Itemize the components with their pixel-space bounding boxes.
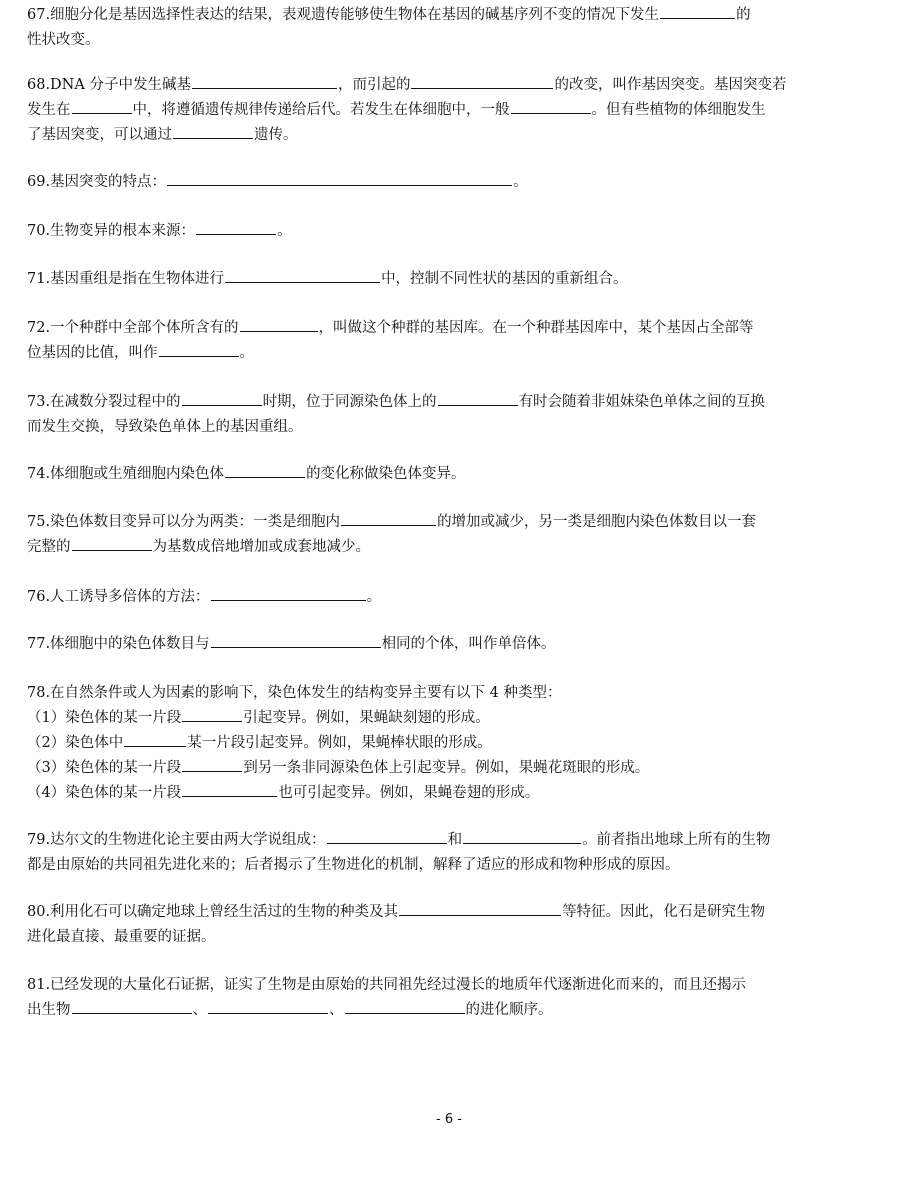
question-text: 、 [329,1002,344,1018]
question-line [27,3,877,28]
question-text: 77.体细胞中的染色体数目与 [27,636,210,652]
answer-blank[interactable] [399,901,561,916]
question-text: 的改变，叫作基因突变。基因突变若 [554,77,787,93]
page-number: - 6 - [436,1112,462,1127]
question-line [27,900,877,925]
answer-blank[interactable] [72,999,192,1014]
answer-blank[interactable] [345,999,465,1014]
answer-blank[interactable] [167,171,512,186]
question-text: 性状改变。 [27,32,100,48]
question-75 [27,510,877,560]
answer-blank[interactable] [72,99,132,114]
question-line [27,706,877,731]
answer-blank[interactable] [192,74,337,89]
question-79 [27,828,877,878]
question-line [27,853,877,878]
answer-blank[interactable] [173,124,253,139]
question-text: （1）染色体的某一片段 [27,710,182,726]
question-text: 遗传。 [254,127,298,143]
question-text: 进化最直接、最重要的证据。 [27,929,216,945]
question-text: 和 [447,832,463,848]
question-69 [27,170,877,195]
question-text: 的 [736,7,751,23]
answer-blank[interactable] [511,99,591,114]
question-78 [27,681,877,806]
question-line [27,267,877,292]
answer-blank[interactable] [182,782,277,797]
question-text: 而发生交换，导致染色单体上的基因重组。 [27,419,303,435]
question-text: 78.在自然条件或人为因素的影响下，染色体发生的结构变异主要有以下 4 种类型： [27,685,562,701]
question-line [27,756,877,781]
question-line [27,973,877,998]
question-text: 71.基因重组是指在生物体进行 [27,271,225,287]
question-line [27,316,877,341]
question-74 [27,462,877,487]
question-line [27,462,877,487]
answer-blank[interactable] [225,463,305,478]
question-71 [27,267,877,292]
question-text: 相同的个体，叫作单倍体。 [381,636,556,652]
question-text: 。 [366,589,382,605]
question-text: 80.利用化石可以确定地球上曾经生活过的生物的种类及其 [27,904,399,920]
question-text: 67.细胞分化是基因选择性表达的结果，表观遗传能够使生物体在基因的碱基序列不变的情况下发生 [27,7,660,23]
question-line [27,98,877,123]
question-text: 等特征。因此，化石是研究生物 [562,904,766,920]
question-line [27,170,877,195]
question-text: 。 [513,174,528,190]
answer-blank[interactable] [327,829,447,844]
question-70 [27,219,877,244]
question-line [27,781,877,806]
question-text: 75.染色体数目变异可以分为两类：一类是细胞内 [27,514,341,530]
question-text: 81.已经发现的大量化石证据，证实了生物是由原始的共同祖先经过漫长的地质年代逐渐进化而来的，而且还揭示 [27,977,747,993]
question-text: ，而引起的 [337,77,411,93]
question-text: 72.一个种群中全部个体所含有的 [27,320,239,336]
question-text: 的增加或减少，另一类是细胞内染色体数目以一套 [437,514,757,530]
question-line [27,828,877,853]
question-text: 时期，位于同源染色体上的 [262,394,437,410]
answer-blank[interactable] [72,536,152,551]
answer-blank[interactable] [124,732,186,747]
question-81 [27,973,877,1023]
answer-blank[interactable] [159,342,239,357]
question-72 [27,316,877,366]
answer-blank[interactable] [182,391,262,406]
question-text: 有时会随着非姐妹染色单体之间的互换 [518,394,766,410]
question-text: （4）染色体的某一片段 [27,785,182,801]
question-text: 74.体细胞或生殖细胞内染色体 [27,466,225,482]
question-line [27,73,877,98]
question-text: 都是由原始的共同祖先进化来的；后者揭示了生物进化的机制，解释了适应的形成和物种形成的原因。 [27,857,680,873]
question-text: 76.人工诱导多倍体的方法： [27,589,210,605]
question-text: 中，控制不同性状的基因的重新组合。 [381,271,628,287]
question-text: 、 [192,1002,207,1018]
question-line [27,28,877,53]
question-line [27,632,877,657]
question-text: （3）染色体的某一片段 [27,760,182,776]
answer-blank[interactable] [211,633,381,648]
question-text: 发生在 [27,102,71,118]
question-line [27,219,877,244]
question-67 [27,3,877,53]
question-text: 为基数成倍地增加或成套地减少。 [152,539,370,555]
question-80 [27,900,877,950]
question-68 [27,73,877,148]
question-line [27,681,877,706]
question-line [27,123,877,148]
question-text: 。 [239,345,254,361]
question-line [27,731,877,756]
question-text: 73.在减数分裂过程中的 [27,394,181,410]
question-76 [27,585,877,610]
question-line [27,415,877,440]
question-line [27,998,877,1023]
question-line [27,390,877,415]
question-text: 。但有些植物的体细胞发生 [591,102,766,118]
answer-blank[interactable] [208,999,328,1014]
question-text: 68.DNA 分子中发生碱基 [27,77,191,93]
question-text: 某一片段引起变异。例如，果蝇棒状眼的形成。 [187,735,492,751]
question-text: 中，将遵循遗传规律传递给后代。若发生在体细胞中，一般 [132,102,510,118]
question-text: 。 [277,223,292,239]
answer-blank[interactable] [660,4,735,19]
question-line [27,510,877,535]
answer-blank[interactable] [196,220,276,235]
question-line [27,925,877,950]
question-text: 了基因突变，可以通过 [27,127,172,143]
answer-blank[interactable] [225,268,380,283]
answer-blank[interactable] [411,74,553,89]
answer-blank[interactable] [438,391,518,406]
answer-blank[interactable] [341,511,436,526]
question-text: 出生物 [27,1002,71,1018]
answer-blank[interactable] [211,586,366,601]
question-text: 到另一条非同源染色体上引起变异。例如，果蝇花斑眼的形成。 [243,760,650,776]
question-text: ，叫做这个种群的基因库。在一个种群基因库中，某个基因占全部等 [318,320,754,336]
question-text: 的进化顺序。 [465,1002,553,1018]
question-73 [27,390,877,440]
question-line [27,535,877,560]
question-line [27,341,877,366]
question-text: 的变化称做染色体变异。 [306,466,466,482]
question-77 [27,632,877,657]
question-text: 也可引起变异。例如，果蝇卷翅的形成。 [278,785,540,801]
question-text: 。前者指出地球上所有的生物 [582,832,771,848]
question-text: 位基因的比值，叫作 [27,345,158,361]
answer-blank[interactable] [240,317,318,332]
question-text: 完整的 [27,539,71,555]
question-text: 69.基因突变的特点： [27,174,167,190]
question-text: 79.达尔文的生物进化论主要由两大学说组成： [27,832,326,848]
question-text: 引起变异。例如，果蝇缺刻翅的形成。 [243,710,490,726]
answer-blank[interactable] [463,829,581,844]
answer-blank[interactable] [182,757,242,772]
question-line [27,585,877,610]
answer-blank[interactable] [182,707,242,722]
question-text: 70.生物变异的根本来源： [27,223,196,239]
question-text: （2）染色体中 [27,735,124,751]
